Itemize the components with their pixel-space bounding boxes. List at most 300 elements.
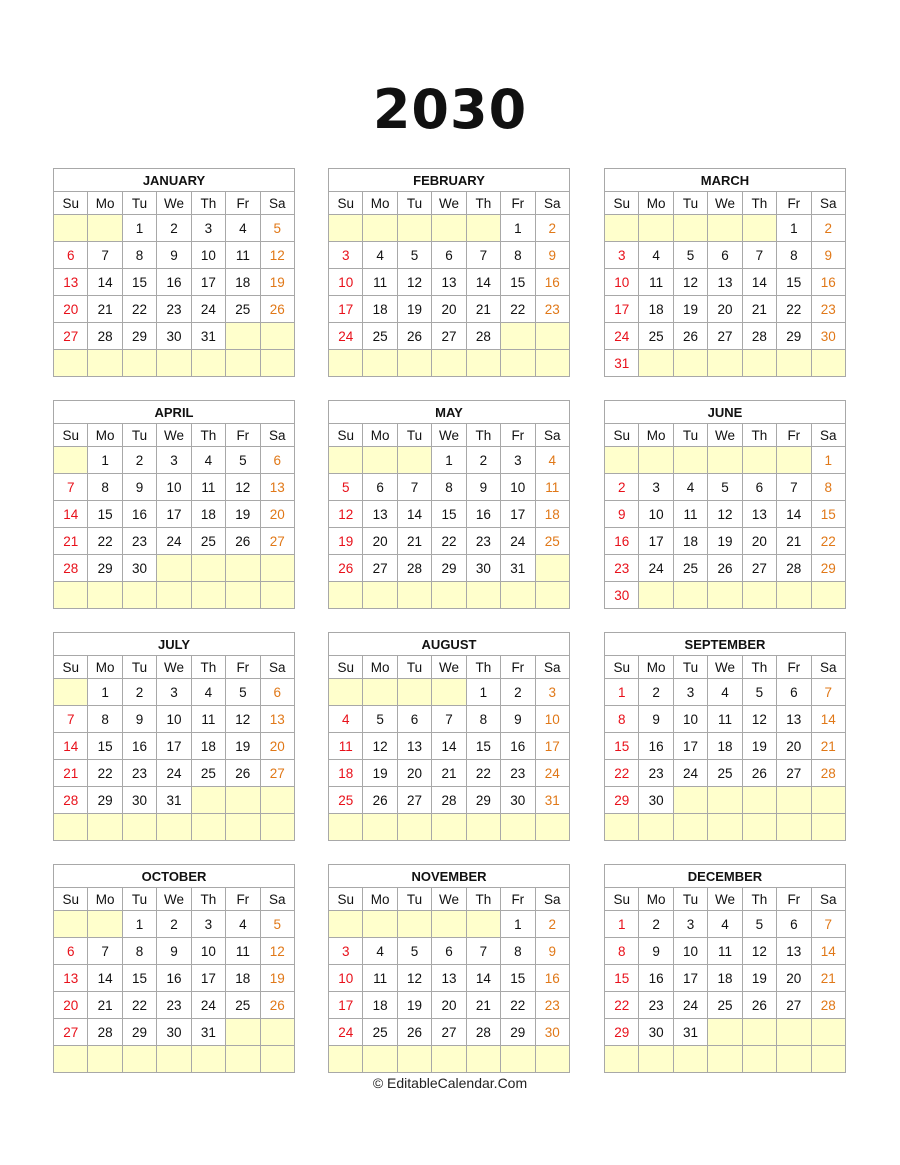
day-cell: 18 [191,501,225,528]
weekday-header: Su [605,192,639,215]
empty-cell [708,787,742,814]
empty-cell [260,787,294,814]
empty-cell [363,679,397,706]
empty-cell [432,582,466,609]
day-cell: 8 [501,242,535,269]
empty-cell [157,555,191,582]
weekday-header: Fr [777,656,811,679]
empty-cell [742,1019,776,1046]
day-cell: 29 [777,323,811,350]
empty-cell [88,350,122,377]
weekday-header: Fr [777,888,811,911]
weekday-header: We [708,656,742,679]
empty-cell [673,787,707,814]
day-cell: 4 [191,679,225,706]
day-cell: 24 [673,992,707,1019]
day-cell: 7 [742,242,776,269]
weekday-header: Fr [501,192,535,215]
empty-cell [226,1046,260,1073]
day-cell: 21 [432,760,466,787]
empty-cell [122,350,156,377]
day-cell: 20 [777,733,811,760]
weekday-header: We [157,888,191,911]
weekday-header: Tu [397,888,431,911]
day-cell: 25 [226,992,260,1019]
day-cell: 4 [363,242,397,269]
empty-cell [226,582,260,609]
day-cell: 30 [639,1019,673,1046]
day-cell: 26 [329,555,363,582]
day-cell: 4 [363,938,397,965]
day-cell: 26 [260,296,294,323]
empty-cell [54,215,88,242]
day-cell: 5 [397,938,431,965]
day-cell: 17 [329,296,363,323]
day-cell: 16 [157,965,191,992]
weekday-header: We [708,424,742,447]
day-cell: 24 [639,555,673,582]
day-cell: 17 [191,269,225,296]
day-cell: 10 [191,242,225,269]
day-cell: 27 [742,555,776,582]
empty-cell [122,814,156,841]
month-june [604,400,846,609]
empty-cell [639,1046,673,1073]
day-cell: 3 [157,447,191,474]
empty-cell [54,814,88,841]
day-cell: 3 [673,679,707,706]
empty-cell [639,447,673,474]
day-cell: 30 [157,323,191,350]
day-cell: 16 [639,733,673,760]
empty-cell [329,447,363,474]
empty-cell [260,555,294,582]
weekday-header: Sa [260,888,294,911]
day-cell: 2 [535,215,569,242]
empty-cell [605,1046,639,1073]
empty-cell [191,350,225,377]
day-cell: 13 [777,706,811,733]
empty-cell [226,787,260,814]
empty-cell [673,1046,707,1073]
day-cell: 26 [708,555,742,582]
day-cell: 15 [466,733,500,760]
day-cell: 23 [501,760,535,787]
day-cell: 31 [191,1019,225,1046]
day-cell: 3 [501,447,535,474]
day-cell: 19 [742,733,776,760]
day-cell: 2 [466,447,500,474]
empty-cell [191,582,225,609]
empty-cell [397,911,431,938]
day-cell: 22 [777,296,811,323]
month-name: SEPTEMBER [605,633,846,656]
day-cell: 5 [260,911,294,938]
empty-cell [605,814,639,841]
weekday-header: Mo [363,424,397,447]
empty-cell [432,911,466,938]
day-cell: 17 [639,528,673,555]
day-cell: 28 [777,555,811,582]
empty-cell [639,215,673,242]
weekday-header: Th [742,192,776,215]
empty-cell [363,582,397,609]
day-cell: 7 [811,911,845,938]
empty-cell [432,679,466,706]
day-cell: 2 [122,679,156,706]
empty-cell [639,350,673,377]
month-name: DECEMBER [605,865,846,888]
weekday-header: Sa [811,656,845,679]
empty-cell [708,582,742,609]
day-cell: 1 [501,215,535,242]
day-cell: 7 [54,474,88,501]
day-cell: 28 [811,992,845,1019]
day-cell: 9 [122,706,156,733]
day-cell: 22 [432,528,466,555]
day-cell: 20 [397,760,431,787]
day-cell: 25 [191,528,225,555]
day-cell: 20 [432,992,466,1019]
day-cell: 2 [535,911,569,938]
day-cell: 28 [742,323,776,350]
day-cell: 7 [466,242,500,269]
empty-cell [708,215,742,242]
weekday-header: Su [54,888,88,911]
day-cell: 16 [605,528,639,555]
weekday-header: Mo [88,192,122,215]
day-cell: 24 [157,760,191,787]
empty-cell [54,582,88,609]
day-cell: 11 [535,474,569,501]
month-august [328,632,570,841]
weekday-header: Fr [501,656,535,679]
day-cell: 12 [397,269,431,296]
day-cell: 5 [226,447,260,474]
month-name: JULY [54,633,295,656]
month-april [53,400,295,609]
day-cell: 19 [260,269,294,296]
day-cell: 21 [88,296,122,323]
empty-cell [363,350,397,377]
day-cell: 6 [777,679,811,706]
empty-cell [811,787,845,814]
day-cell: 27 [397,787,431,814]
day-cell: 22 [501,992,535,1019]
day-cell: 20 [54,296,88,323]
day-cell: 28 [88,1019,122,1046]
empty-cell [673,215,707,242]
day-cell: 27 [260,760,294,787]
day-cell: 18 [708,965,742,992]
day-cell: 8 [777,242,811,269]
empty-cell [777,350,811,377]
day-cell: 19 [673,296,707,323]
day-cell: 5 [329,474,363,501]
day-cell: 14 [811,938,845,965]
empty-cell [88,911,122,938]
day-cell: 25 [226,296,260,323]
day-cell: 16 [501,733,535,760]
weekday-header: Sa [535,656,569,679]
month-name: OCTOBER [54,865,295,888]
day-cell: 6 [363,474,397,501]
day-cell: 28 [54,555,88,582]
weekday-header: We [157,192,191,215]
empty-cell [811,350,845,377]
day-cell: 14 [88,269,122,296]
day-cell: 10 [329,269,363,296]
day-cell: 24 [605,323,639,350]
empty-cell [777,582,811,609]
day-cell: 10 [605,269,639,296]
weekday-header: Th [466,424,500,447]
day-cell: 13 [742,501,776,528]
day-cell: 12 [397,965,431,992]
day-cell: 5 [742,911,776,938]
day-cell: 30 [501,787,535,814]
weekday-header: Tu [397,424,431,447]
day-cell: 7 [54,706,88,733]
day-cell: 31 [535,787,569,814]
day-cell: 1 [88,679,122,706]
weekday-header: Th [742,424,776,447]
day-cell: 6 [260,679,294,706]
day-cell: 17 [157,733,191,760]
day-cell: 27 [777,992,811,1019]
day-cell: 22 [88,760,122,787]
day-cell: 8 [501,938,535,965]
empty-cell [363,447,397,474]
day-cell: 29 [88,555,122,582]
day-cell: 6 [397,706,431,733]
empty-cell [329,814,363,841]
empty-cell [329,215,363,242]
day-cell: 4 [535,447,569,474]
empty-cell [397,582,431,609]
day-cell: 12 [742,706,776,733]
day-cell: 8 [811,474,845,501]
empty-cell [708,350,742,377]
day-cell: 4 [708,911,742,938]
day-cell: 11 [191,474,225,501]
year-title: 2030 [372,78,528,141]
day-cell: 12 [363,733,397,760]
day-cell: 5 [363,706,397,733]
day-cell: 31 [501,555,535,582]
day-cell: 17 [535,733,569,760]
weekday-header: Tu [673,656,707,679]
day-cell: 17 [501,501,535,528]
day-cell: 2 [122,447,156,474]
day-cell: 1 [501,911,535,938]
day-cell: 6 [742,474,776,501]
weekday-header: Sa [535,888,569,911]
day-cell: 4 [329,706,363,733]
day-cell: 4 [226,215,260,242]
day-cell: 8 [432,474,466,501]
empty-cell [466,1046,500,1073]
day-cell: 24 [191,296,225,323]
day-cell: 15 [501,965,535,992]
empty-cell [605,447,639,474]
weekday-header: Su [54,424,88,447]
weekday-header: Sa [535,192,569,215]
empty-cell [777,1046,811,1073]
empty-cell [673,447,707,474]
day-cell: 4 [708,679,742,706]
day-cell: 18 [673,528,707,555]
day-cell: 11 [708,938,742,965]
weekday-header: Tu [673,192,707,215]
day-cell: 23 [157,296,191,323]
empty-cell [535,814,569,841]
day-cell: 30 [605,582,639,609]
day-cell: 22 [122,296,156,323]
day-cell: 30 [811,323,845,350]
month-march [604,168,846,377]
day-cell: 11 [226,938,260,965]
day-cell: 26 [742,760,776,787]
month-february [328,168,570,377]
empty-cell [742,787,776,814]
day-cell: 26 [742,992,776,1019]
day-cell: 12 [673,269,707,296]
day-cell: 23 [811,296,845,323]
day-cell: 11 [673,501,707,528]
empty-cell [54,911,88,938]
weekday-header: Su [329,656,363,679]
weekday-header: Mo [88,424,122,447]
day-cell: 11 [708,706,742,733]
day-cell: 7 [88,242,122,269]
day-cell: 16 [122,501,156,528]
weekday-header: Tu [397,656,431,679]
month-name: FEBRUARY [329,169,570,192]
day-cell: 12 [742,938,776,965]
weekday-header: Su [605,424,639,447]
day-cell: 28 [466,323,500,350]
weekday-header: Th [466,888,500,911]
day-cell: 26 [673,323,707,350]
day-cell: 13 [708,269,742,296]
weekday-header: Fr [226,424,260,447]
day-cell: 20 [260,733,294,760]
empty-cell [363,215,397,242]
empty-cell [742,582,776,609]
day-cell: 24 [535,760,569,787]
day-cell: 3 [605,242,639,269]
day-cell: 6 [54,938,88,965]
day-cell: 20 [54,992,88,1019]
day-cell: 4 [226,911,260,938]
empty-cell [329,350,363,377]
empty-cell [397,350,431,377]
day-cell: 24 [673,760,707,787]
day-cell: 29 [88,787,122,814]
day-cell: 8 [605,706,639,733]
weekday-header: We [708,192,742,215]
day-cell: 11 [329,733,363,760]
empty-cell [122,582,156,609]
empty-cell [54,679,88,706]
month-name: MARCH [605,169,846,192]
weekday-header: Mo [88,656,122,679]
day-cell: 13 [54,965,88,992]
day-cell: 27 [54,1019,88,1046]
weekday-header: We [432,888,466,911]
weekday-header: Sa [260,656,294,679]
day-cell: 23 [605,555,639,582]
day-cell: 10 [673,938,707,965]
weekday-header: Mo [639,656,673,679]
day-cell: 5 [226,679,260,706]
day-cell: 18 [329,760,363,787]
day-cell: 1 [466,679,500,706]
day-cell: 30 [122,787,156,814]
empty-cell [54,350,88,377]
day-cell: 25 [708,760,742,787]
weekday-header: Mo [639,424,673,447]
day-cell: 22 [605,760,639,787]
empty-cell [88,814,122,841]
day-cell: 15 [88,501,122,528]
day-cell: 18 [708,733,742,760]
day-cell: 27 [54,323,88,350]
day-cell: 7 [777,474,811,501]
day-cell: 9 [639,938,673,965]
day-cell: 16 [122,733,156,760]
day-cell: 24 [191,992,225,1019]
day-cell: 14 [88,965,122,992]
day-cell: 12 [260,938,294,965]
month-july [53,632,295,841]
empty-cell [397,1046,431,1073]
day-cell: 29 [501,1019,535,1046]
weekday-header: Mo [639,192,673,215]
month-name: AUGUST [329,633,570,656]
weekday-header: We [157,424,191,447]
empty-cell [466,215,500,242]
day-cell: 25 [708,992,742,1019]
day-cell: 3 [329,242,363,269]
day-cell: 14 [397,501,431,528]
weekday-header: We [708,888,742,911]
day-cell: 22 [466,760,500,787]
day-cell: 3 [157,679,191,706]
day-cell: 29 [605,787,639,814]
day-cell: 11 [191,706,225,733]
day-cell: 4 [191,447,225,474]
day-cell: 23 [157,992,191,1019]
day-cell: 1 [605,679,639,706]
day-cell: 30 [535,1019,569,1046]
day-cell: 15 [122,269,156,296]
day-cell: 2 [639,911,673,938]
day-cell: 20 [708,296,742,323]
day-cell: 22 [88,528,122,555]
empty-cell [673,582,707,609]
empty-cell [466,350,500,377]
weekday-header: Th [191,888,225,911]
empty-cell [708,1019,742,1046]
month-name: JANUARY [54,169,295,192]
empty-cell [466,911,500,938]
empty-cell [535,323,569,350]
weekday-header: Fr [501,424,535,447]
day-cell: 14 [466,965,500,992]
day-cell: 5 [397,242,431,269]
